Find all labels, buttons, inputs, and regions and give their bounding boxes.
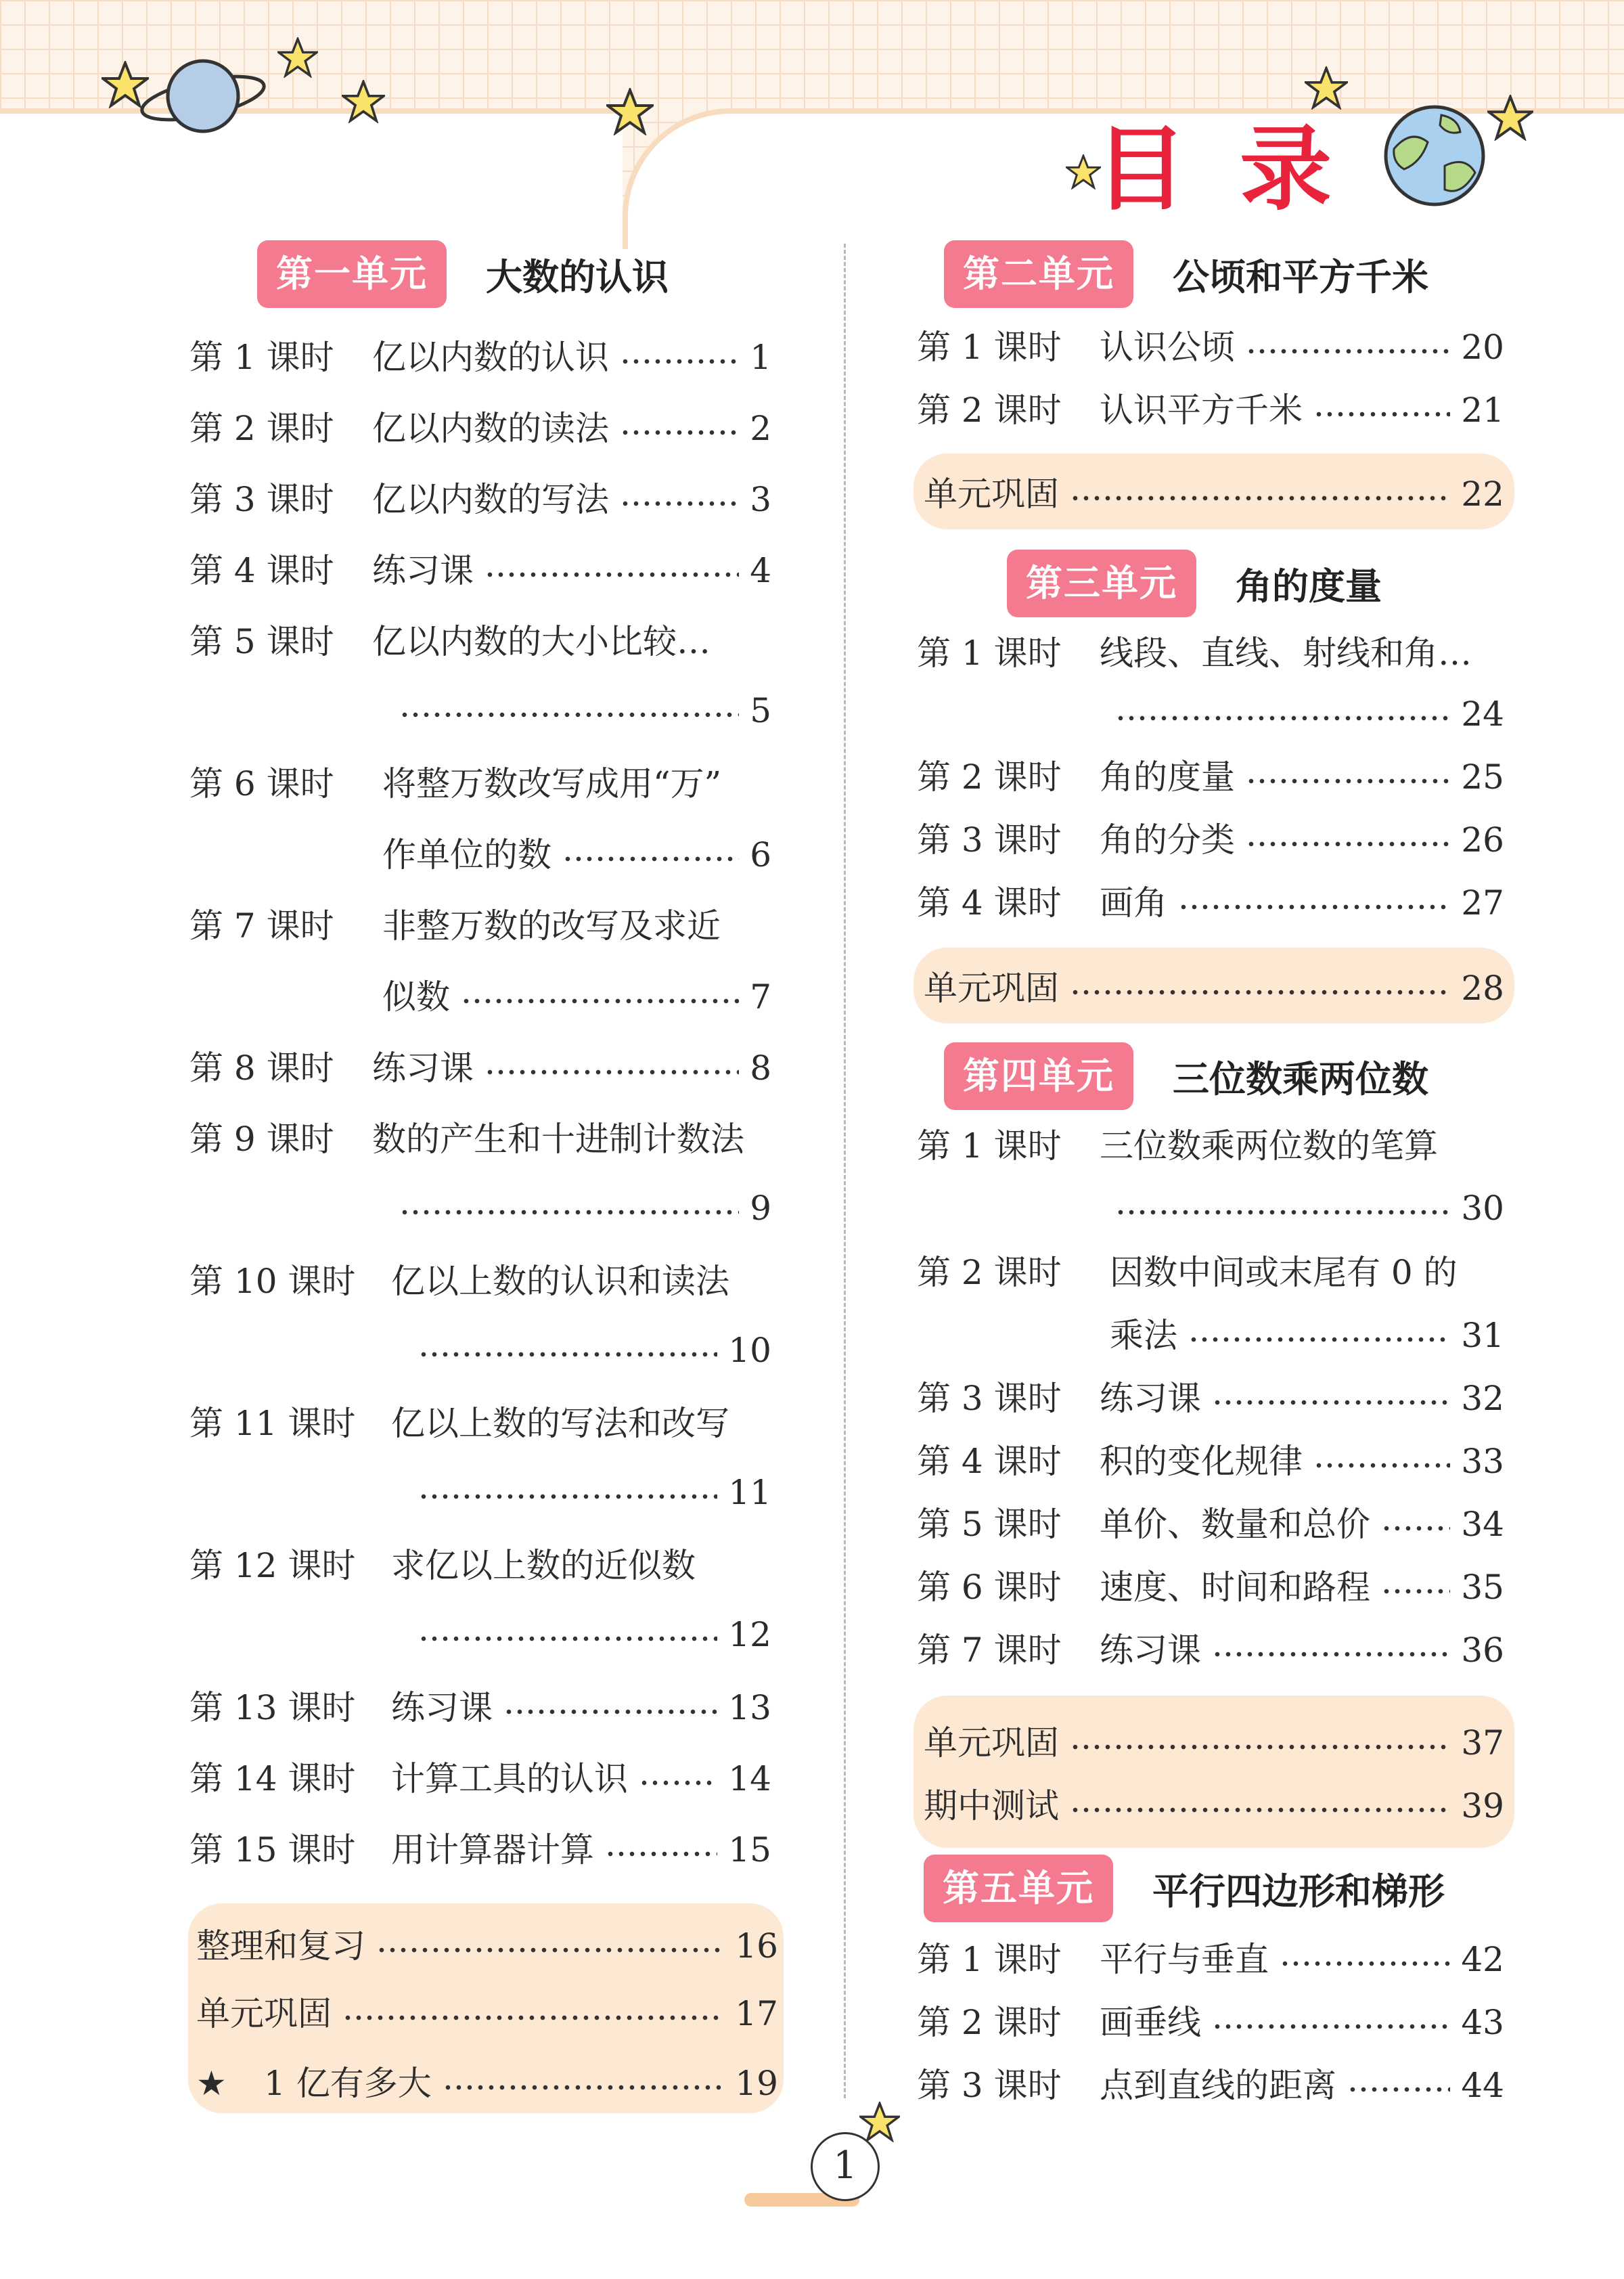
page-ref: 26	[1461, 820, 1504, 860]
leader-dots	[620, 497, 739, 510]
leader-dots	[342, 2011, 724, 2024]
unit-2-heading	[944, 240, 1428, 308]
leader-dots	[1070, 1740, 1450, 1754]
lesson-label: 第 5 课时	[189, 622, 334, 661]
lesson-name: 亿以内数的认识	[372, 338, 609, 377]
page-ref: 10	[728, 1331, 771, 1370]
lesson-name-line2: 乘法	[1110, 1316, 1177, 1355]
earth-icon	[1380, 102, 1489, 210]
leader-dots	[1070, 1803, 1450, 1817]
leader-dots	[605, 1847, 717, 1861]
leader-dots	[620, 426, 739, 439]
toc-row[interactable]	[189, 764, 771, 804]
star-icon	[102, 61, 149, 108]
lesson-name: 亿以上数的写法和改写	[391, 1404, 729, 1443]
leader-dots	[1212, 1396, 1450, 1409]
toc-row[interactable]	[917, 633, 1504, 673]
unit-title: 角的度量	[1236, 565, 1382, 608]
lesson-label: 第 1 课时	[917, 328, 1062, 367]
page-ref: 3	[750, 480, 771, 519]
leader-dots	[376, 1943, 724, 1957]
review-name: 期中测试	[924, 1786, 1059, 1826]
page-ref: 21	[1461, 391, 1504, 430]
page-ref: 28	[1461, 969, 1504, 1008]
leader-dots	[1115, 711, 1450, 725]
leader-dots	[1381, 1522, 1450, 1535]
toc-row[interactable]	[917, 883, 1504, 923]
lesson-label: 第 1 课时	[917, 1126, 1062, 1166]
lesson-name: 数的产生和十进制计数法	[372, 1120, 744, 1159]
toc-row[interactable]	[189, 1261, 771, 1302]
lesson-label: 第 10 课时	[189, 1262, 356, 1301]
toc-row[interactable]	[917, 820, 1504, 860]
toc-row[interactable]	[189, 1545, 771, 1586]
toc-row[interactable]	[917, 1630, 1504, 1670]
page-ref: 17	[735, 1994, 778, 2033]
toc-row[interactable]	[196, 1993, 778, 2034]
toc-row-continued[interactable]	[399, 690, 771, 731]
lesson-name: 三位数乘两位数的笔算	[1100, 1126, 1438, 1166]
toc-row[interactable]	[917, 1252, 1504, 1293]
page-ref: 9	[750, 1189, 771, 1228]
lesson-label: 第 4 课时	[917, 883, 1062, 923]
lesson-label: 第 1 课时	[917, 634, 1062, 673]
unit-badge: 第五单元	[924, 1855, 1113, 1922]
leader-dots	[562, 852, 739, 866]
page-ref: 42	[1461, 1940, 1504, 1979]
lesson-label: 第 7 课时	[917, 1631, 1062, 1670]
lesson-name: 练习课	[1100, 1379, 1201, 1418]
lesson-name: 练习课	[372, 551, 474, 590]
page-ref: 15	[728, 1830, 771, 1869]
review-name: 单元巩固	[924, 474, 1059, 514]
page-ref: 24	[1461, 694, 1504, 734]
page-ref: 25	[1461, 757, 1504, 797]
toc-row[interactable]	[924, 968, 1504, 1009]
page-ref: 33	[1461, 1442, 1504, 1481]
toc-row-continued[interactable]	[1110, 1315, 1504, 1356]
page-ref: 39	[1461, 1786, 1504, 1826]
toc-row[interactable]	[189, 1119, 771, 1159]
leader-dots	[443, 2081, 725, 2094]
lesson-name: 练习课	[1100, 1631, 1201, 1670]
leader-dots	[418, 1490, 717, 1503]
lesson-name: 求亿以上数的近似数	[391, 1546, 696, 1585]
lesson-label: 第 9 课时	[189, 1120, 334, 1159]
lesson-name-line2: 作单位的数	[382, 835, 551, 875]
page-ref: 7	[750, 977, 771, 1017]
page-ref: 16	[735, 1926, 778, 1966]
leader-dots	[1188, 1333, 1450, 1346]
leader-dots	[1246, 774, 1450, 788]
lesson-label: 第 2 课时	[189, 409, 334, 448]
leader-dots	[484, 1065, 739, 1079]
unit-badge: 第二单元	[944, 240, 1133, 308]
unit-1-heading	[257, 240, 669, 308]
lesson-label: 第 8 课时	[189, 1048, 334, 1088]
lesson-label: 第 4 课时	[917, 1442, 1062, 1481]
toc-row[interactable]	[917, 2002, 1504, 2043]
lesson-label: 第 7 课时	[189, 906, 334, 946]
leader-dots	[418, 1348, 717, 1361]
page-ref: 19	[735, 2064, 778, 2103]
lesson-label: 第 12 课时	[189, 1546, 356, 1585]
lesson-name: 因数中间或末尾有 0 的	[1110, 1253, 1458, 1292]
lesson-name: 亿以内数的大小比较…	[372, 622, 710, 661]
column-divider	[844, 244, 846, 2098]
page-ref: 31	[1461, 1316, 1504, 1355]
toc-row[interactable]	[924, 1723, 1504, 1763]
lesson-name: 亿以上数的认识和读法	[391, 1262, 729, 1301]
leader-dots	[1070, 986, 1450, 999]
toc-row-continued[interactable]	[1115, 1188, 1504, 1229]
lesson-name: 计算工具的认识	[391, 1759, 628, 1798]
page-ref: 12	[728, 1615, 771, 1654]
page-ref: 2	[750, 409, 771, 448]
toc-row[interactable]	[189, 337, 771, 378]
page-ref: 43	[1461, 2003, 1504, 2042]
leader-dots	[1381, 1585, 1450, 1598]
lesson-name: 画角	[1100, 883, 1167, 923]
unit-4-heading	[944, 1042, 1428, 1110]
page-ref: 36	[1461, 1631, 1504, 1670]
page-ref: 30	[1461, 1189, 1504, 1228]
toc-row-continued[interactable]	[399, 1188, 771, 1229]
page-ref: 13	[728, 1688, 771, 1727]
toc-row[interactable]	[917, 390, 1504, 430]
lesson-name: 线段、直线、射线和角…	[1100, 634, 1472, 673]
leader-dots	[399, 1205, 739, 1219]
toc-row[interactable]	[189, 1758, 771, 1799]
leader-dots	[399, 708, 739, 722]
toc-row-continued[interactable]	[418, 1330, 771, 1371]
lesson-label: 第 2 课时	[917, 2003, 1062, 2042]
leader-dots	[1347, 2083, 1450, 2096]
lesson-label: 第 14 课时	[189, 1759, 356, 1798]
unit-title: 平行四边形和梯形	[1152, 1869, 1445, 1913]
page-ref: 22	[1461, 474, 1504, 514]
leader-dots	[620, 355, 739, 368]
lesson-name: 练习课	[372, 1048, 474, 1088]
lesson-name: 速度、时间和路程	[1100, 1568, 1370, 1607]
page-ref: 1	[750, 338, 771, 377]
page-ref: 4	[750, 551, 771, 590]
lesson-label: 第 6 课时	[917, 1568, 1062, 1607]
toc-row-continued[interactable]	[382, 835, 771, 875]
lesson-name: 练习课	[391, 1688, 493, 1727]
review-name: 单元巩固	[924, 969, 1059, 1008]
leader-dots	[503, 1705, 717, 1719]
page-title-char-1: 目	[1095, 116, 1187, 223]
star-icon: ★	[196, 2064, 227, 2103]
star-icon	[342, 80, 385, 123]
toc-row[interactable]	[917, 1567, 1504, 1608]
lesson-name: 非整万数的改写及求近	[382, 906, 721, 946]
star-icon	[1487, 95, 1533, 141]
toc-row[interactable]	[189, 1403, 771, 1444]
lesson-label: 第 6 课时	[189, 764, 334, 803]
planet-icon	[135, 47, 271, 149]
lesson-name: 单价、数量和总价	[1100, 1505, 1370, 1544]
toc-row[interactable]	[917, 1504, 1504, 1545]
page-ref: 6	[750, 835, 771, 875]
lesson-label: 第 2 课时	[917, 757, 1062, 797]
unit-title: 三位数乘两位数	[1173, 1057, 1428, 1101]
star-icon	[606, 88, 654, 135]
page-ref: 14	[728, 1759, 771, 1798]
toc-row[interactable]	[189, 1687, 771, 1728]
star-icon	[859, 2102, 900, 2142]
leader-dots	[1280, 1957, 1450, 1970]
lesson-label: 第 2 课时	[917, 1253, 1062, 1292]
lesson-name: 角的度量	[1100, 757, 1235, 797]
lesson-name: 积的变化规律	[1100, 1442, 1303, 1481]
toc-row[interactable]	[189, 1048, 771, 1088]
toc-row-continued[interactable]	[382, 977, 771, 1017]
lesson-name: 点到直线的距离	[1100, 2066, 1336, 2105]
star-icon	[277, 37, 318, 78]
page-ref: 34	[1461, 1505, 1504, 1544]
review-name: 整理和复习	[196, 1926, 365, 1966]
toc-row[interactable]	[917, 1126, 1504, 1166]
unit-3-heading	[1007, 550, 1382, 617]
lesson-name: 画垂线	[1100, 2003, 1201, 2042]
lesson-label: 第 15 课时	[189, 1830, 356, 1869]
toc-row[interactable]	[189, 906, 771, 946]
lesson-name: 亿以内数的写法	[372, 480, 609, 519]
unit-5-heading	[924, 1855, 1445, 1922]
toc-row[interactable]	[917, 327, 1504, 368]
lesson-label: 第 2 课时	[917, 391, 1062, 430]
unit-badge: 第一单元	[257, 240, 447, 308]
lesson-label: 第 3 课时	[917, 1379, 1062, 1418]
page-ref: 8	[750, 1048, 771, 1088]
lesson-label: 第 1 课时	[917, 1940, 1062, 1979]
toc-row[interactable]	[189, 621, 771, 662]
lesson-name: 用计算器计算	[391, 1830, 594, 1869]
toc-row[interactable]	[917, 757, 1504, 797]
lesson-name: 认识公顷	[1100, 328, 1235, 367]
toc-row[interactable]	[196, 1926, 778, 1966]
lesson-label: 第 1 课时	[189, 338, 334, 377]
lesson-name: 亿以内数的读法	[372, 409, 609, 448]
review-name: 单元巩固	[924, 1723, 1059, 1763]
lesson-label: 第 5 课时	[917, 1505, 1062, 1544]
page-ref: 32	[1461, 1379, 1504, 1418]
lesson-name-line2: 似数	[382, 977, 450, 1017]
leader-dots	[484, 568, 739, 581]
toc-row[interactable]	[189, 550, 771, 591]
leader-dots	[1246, 345, 1450, 358]
page-ref: 27	[1461, 883, 1504, 923]
leader-dots	[1115, 1205, 1450, 1219]
unit-title: 大数的认识	[486, 255, 669, 298]
lesson-name: 将整万数改写成用“万”	[382, 764, 722, 803]
unit-badge: 第三单元	[1007, 550, 1196, 617]
leader-dots	[1212, 1647, 1450, 1661]
header-wave-left	[0, 108, 623, 249]
leader-dots	[639, 1776, 717, 1790]
toc-row[interactable]	[924, 1786, 1504, 1826]
page-ref: 35	[1461, 1568, 1504, 1607]
page-ref: 11	[728, 1473, 771, 1512]
toc-row-continued[interactable]	[1115, 694, 1504, 734]
page-ref: 20	[1461, 328, 1504, 367]
leader-dots	[1212, 2020, 1450, 2033]
leader-dots	[1313, 1459, 1450, 1472]
leader-dots	[1313, 407, 1450, 421]
page-ref: 5	[750, 691, 771, 730]
toc-row[interactable]	[924, 474, 1504, 514]
page-ref: 44	[1461, 2066, 1504, 2105]
unit-badge: 第四单元	[944, 1042, 1133, 1110]
toc-row[interactable]	[189, 479, 771, 520]
toc-row-continued[interactable]	[418, 1614, 771, 1655]
page-ref: 37	[1461, 1723, 1504, 1763]
lesson-name: 角的分类	[1100, 820, 1235, 860]
unit-title: 公顷和平方千米	[1173, 255, 1428, 298]
toc-row[interactable]	[196, 2063, 778, 2104]
lesson-label: 第 3 课时	[917, 2066, 1062, 2105]
lesson-name: 认识平方千米	[1100, 391, 1303, 430]
lesson-name: 平行与垂直	[1100, 1940, 1269, 1979]
lesson-label: 第 13 课时	[189, 1688, 356, 1727]
toc-row[interactable]	[917, 1441, 1504, 1482]
lesson-label: 第 11 课时	[189, 1404, 356, 1443]
toc-row[interactable]	[189, 408, 771, 449]
leader-dots	[461, 994, 739, 1008]
leader-dots	[1246, 837, 1450, 851]
lesson-label: 第 3 课时	[189, 480, 334, 519]
lesson-label: 第 4 课时	[189, 551, 334, 590]
lesson-label: 第 3 课时	[917, 820, 1062, 860]
leader-dots	[1178, 900, 1450, 914]
toc-row[interactable]	[917, 1378, 1504, 1419]
page-title-char-2: 录	[1240, 116, 1332, 223]
toc-row-continued[interactable]	[418, 1472, 771, 1513]
leader-dots	[1070, 491, 1450, 505]
toc-row[interactable]	[189, 1830, 771, 1870]
toc-row[interactable]	[917, 2065, 1504, 2106]
review-name: 1 亿有多大	[264, 2064, 432, 2103]
review-name: 单元巩固	[196, 1994, 332, 2033]
page-number: 1	[811, 2132, 880, 2201]
toc-row[interactable]	[917, 1939, 1504, 1980]
leader-dots	[418, 1632, 717, 1645]
